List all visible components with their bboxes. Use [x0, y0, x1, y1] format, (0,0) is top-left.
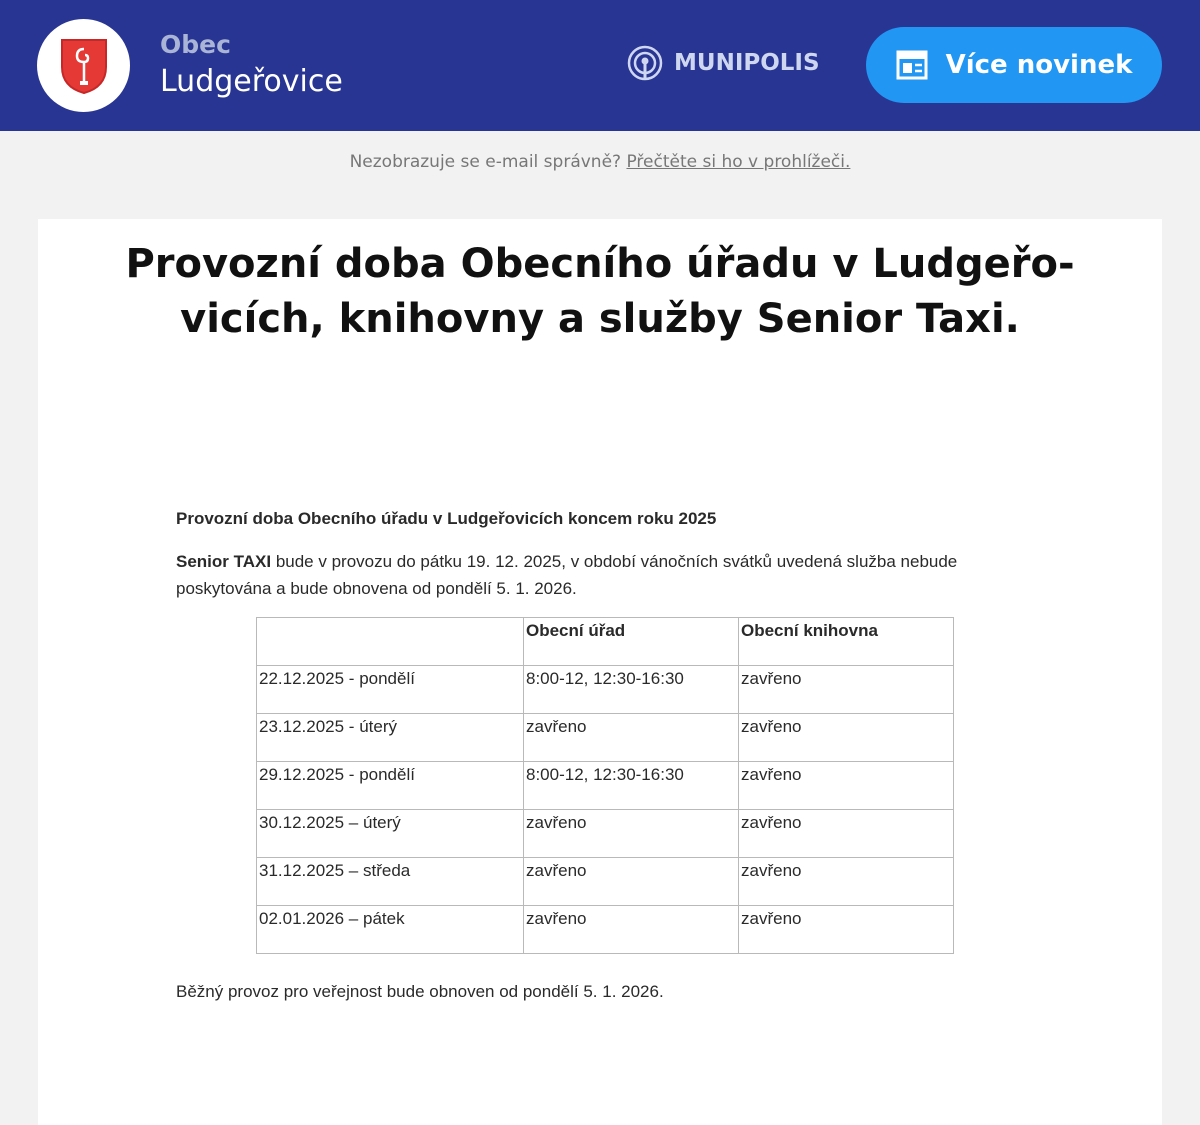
- table-row: [257, 906, 954, 954]
- coat-of-arms-logo[interactable]: [37, 19, 130, 112]
- notice-text: Nezobrazuje se e-mail správně?: [349, 152, 622, 172]
- table-cell: 02.01.2026 – pátek: [257, 906, 524, 954]
- document-paragraph-text: bude v provozu do pátku 19. 12. 2025, v období vánočních svátků uvedená služba nebude poskytována a bude obnovena od pondělí 5. 1. 2026.: [176, 552, 958, 598]
- table-cell: zavřeno: [739, 906, 954, 954]
- table-cell: zavřeno: [739, 714, 954, 762]
- table-cell: 8:00-12, 12:30-16:30: [524, 666, 739, 714]
- munipolis-brand[interactable]: [626, 44, 820, 82]
- table-header-cell: Obecní knihovna: [739, 618, 954, 666]
- table-header-cell: [257, 618, 524, 666]
- brand-label: MUNIPOLIS: [674, 50, 820, 76]
- org-name[interactable]: Ludgeřovice: [160, 64, 343, 99]
- table-cell: zavřeno: [524, 714, 739, 762]
- more-news-button[interactable]: [866, 27, 1162, 103]
- table-cell: 8:00-12, 12:30-16:30: [524, 762, 739, 810]
- table-cell: 29.12.2025 - pondělí: [257, 762, 524, 810]
- table-cell: zavřeno: [739, 762, 954, 810]
- schedule-document-image: [38, 359, 1162, 1125]
- table-header-cell: Obecní úřad: [524, 618, 739, 666]
- coat-of-arms-icon: [59, 37, 109, 95]
- document-paragraph: [176, 548, 1036, 602]
- table-cell: 30.12.2025 – úterý: [257, 810, 524, 858]
- senior-taxi-label: Senior TAXI: [176, 552, 272, 571]
- table-row: [257, 762, 954, 810]
- table-cell: zavřeno: [739, 858, 954, 906]
- org-kind: Obec: [160, 30, 231, 59]
- email-view-notice: [0, 152, 1200, 172]
- more-news-label: Více novinek: [945, 50, 1133, 80]
- table-cell: 31.12.2025 – středa: [257, 858, 524, 906]
- article-title: Provozní doba Obecního úřadu v Ludgeřovicích, knihovny a služby Senior Taxi.: [125, 241, 1075, 342]
- table-cell: zavřeno: [739, 810, 954, 858]
- document-heading: Provozní doba Obecního úřadu v Ludgeřovicích koncem roku 2025: [176, 509, 717, 528]
- document-footer: Běžný provoz pro veřejnost bude obnoven od pondělí 5. 1. 2026.: [176, 982, 664, 1001]
- table-cell: 22.12.2025 - pondělí: [257, 666, 524, 714]
- table-row: [257, 714, 954, 762]
- table-cell: zavřeno: [524, 906, 739, 954]
- table-cell: zavřeno: [524, 810, 739, 858]
- newspaper-icon: [896, 49, 928, 81]
- view-in-browser-link[interactable]: Přečtěte si ho v prohlížeči.: [626, 152, 851, 172]
- table-cell: zavřeno: [739, 666, 954, 714]
- article-card: [38, 219, 1162, 1125]
- broadcast-icon: [626, 44, 664, 82]
- table-header-row: [257, 618, 954, 666]
- table-row: [257, 666, 954, 714]
- table-cell: zavřeno: [524, 858, 739, 906]
- table-cell: 23.12.2025 - úterý: [257, 714, 524, 762]
- table-row: [257, 810, 954, 858]
- header: [0, 0, 1200, 131]
- opening-hours-table: [256, 617, 954, 954]
- table-row: [257, 858, 954, 906]
